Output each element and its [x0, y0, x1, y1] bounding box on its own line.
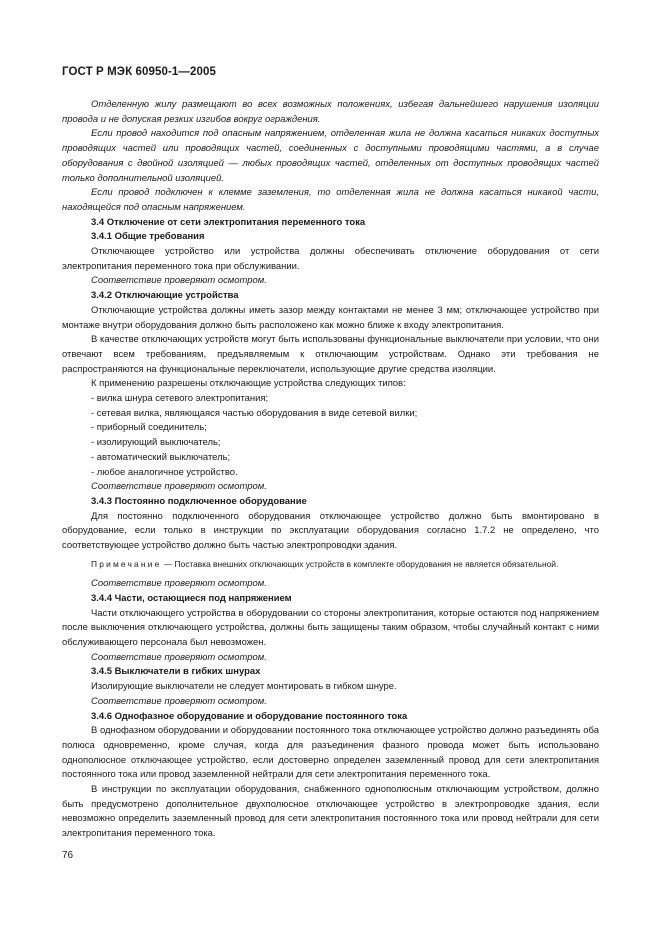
italic-paragraph: Соответствие проверяют осмотром.: [91, 578, 267, 590]
italic-paragraph: Если провод подключен к клемме заземления, то отделенная жила не должна касаться никакой части, находящейся под опасным напряжением.: [62, 187, 599, 213]
note-label: Примечание: [91, 558, 162, 569]
body-paragraph: К применению разрешены отключающие устройства следующих типов:: [91, 378, 406, 390]
section-heading: 3.4.2 Отключающие устройства: [91, 290, 239, 302]
document-header: ГОСТ Р МЭК 60950-1—2005: [62, 66, 216, 78]
body-paragraph: В качестве отключающих устройств могут быть использованы функциональные выключатели при условии, что они отвечают всем требованиям, предъявляемым к отключающим устройствам. Однако эти требования не распространяются на функциональные переключатели, использующие другие средства изоляции.: [62, 334, 599, 375]
body-paragraph: Изолирующие выключатели не следует монтировать в гибком шнуре.: [91, 681, 397, 693]
body-paragraph: - сетевая вилка, являющаяся частью оборудования в виде сетевой вилки;: [91, 407, 418, 419]
section-heading: 3.4.1 Общие требования: [91, 231, 205, 243]
body-paragraph: - изолирующий выключатель;: [91, 437, 221, 449]
body-paragraph: Части отключающего устройства в оборудовании со стороны электропитания, которые остаются под напряжением после выключения отключающего устройства, должны быть защищены таким образом, чтобы случайный контакт с ними обслуживающего персонала был невозможен.: [62, 607, 599, 649]
note-paragraph: [62, 558, 599, 571]
section-heading: 3.4.5 Выключатели в гибких шнурах: [91, 666, 261, 678]
section-heading: 3.4.3 Постоянно подключенное оборудование: [91, 495, 307, 507]
italic-paragraph: Отделенную жилу размещают во всех возможных положениях, избегая дальнейшего нарушения изоляции провода и не допуская резких изгибов вокруг ограждения.: [62, 99, 599, 125]
body-paragraph: В инструкции по эксплуатации оборудования, снабженного однополюсным отключающим устройством, должно быть предусмотрено дополнительное двухполюсное отключающее устройство в электропроводке здания, если невозможно определить заземленный провод для сети электропитания постоянного тока или провод нейтрали для сети электропитания переменного тока.: [62, 784, 599, 840]
italic-paragraph: Если провод находится под опасным напряжением, отделенная жила не должна касаться никаких доступных проводящих частей или проводящих частей, соединенных с доступными проводящими частями, а в случае оборудования с двойной изоляцией — любых проводящих частей, отделенных от доступных проводящих частей только дополнительной изоляцией.: [62, 128, 599, 184]
body-paragraph: - любое аналогичное устройство.: [91, 466, 238, 478]
section-heading: 3.4 Отключение от сети электропитания переменного тока: [91, 216, 366, 228]
body-paragraph: Отключающие устройства должны иметь зазор между контактами не менее 3 мм; отключающее устройство при монтаже внутри оборудования должно быть расположено как можно ближе к входу электропитания.: [62, 304, 599, 331]
body-paragraph: - приборный соединитель;: [91, 422, 207, 434]
body-paragraph: - автоматический выключатель;: [91, 451, 231, 463]
page-number: 76: [62, 850, 74, 861]
italic-paragraph: Соответствие проверяют осмотром.: [91, 651, 267, 663]
body-paragraph: Отключающее устройство или устройства должны обеспечивать отключение оборудования от сети электропитания переменного тока при обслуживании.: [62, 246, 599, 272]
italic-paragraph: Соответствие проверяют осмотром.: [91, 275, 267, 287]
italic-paragraph: Соответствие проверяют осмотром.: [91, 695, 267, 707]
italic-paragraph: Соответствие проверяют осмотром.: [91, 481, 267, 493]
document-body: [62, 98, 599, 842]
section-heading: 3.4.6 Однофазное оборудование и оборудование постоянного тока: [91, 710, 408, 722]
body-paragraph: - вилка шнура сетевого электропитания;: [91, 393, 269, 405]
note-text: — Поставка внешних отключающих устройств в комплекте оборудования не является обязательной.: [161, 558, 559, 569]
body-paragraph: Для постоянно подключенного оборудования отключающее устройство должно быть вмонтировано в оборудование, если только в инструкции по эксплуатации оборудования согласно 1.7.2 не определено, что соответствующее устройство должно быть частью электропроводки здания.: [62, 510, 599, 552]
body-paragraph: В однофазном оборудовании и оборудовании постоянного тока отключающее устройство должно разъединять оба полюса одновременно, кроме случая, когда для разъединения фазного провода может быть использовано однополюсное отключающее устройство, если достоверно определен заземленный провод для сети электропитания постоянного тока или провод заземленной нейтрали для сети электропитания переменного тока.: [62, 725, 599, 781]
section-heading: 3.4.4 Части, остающиеся под напряжением: [91, 592, 292, 604]
